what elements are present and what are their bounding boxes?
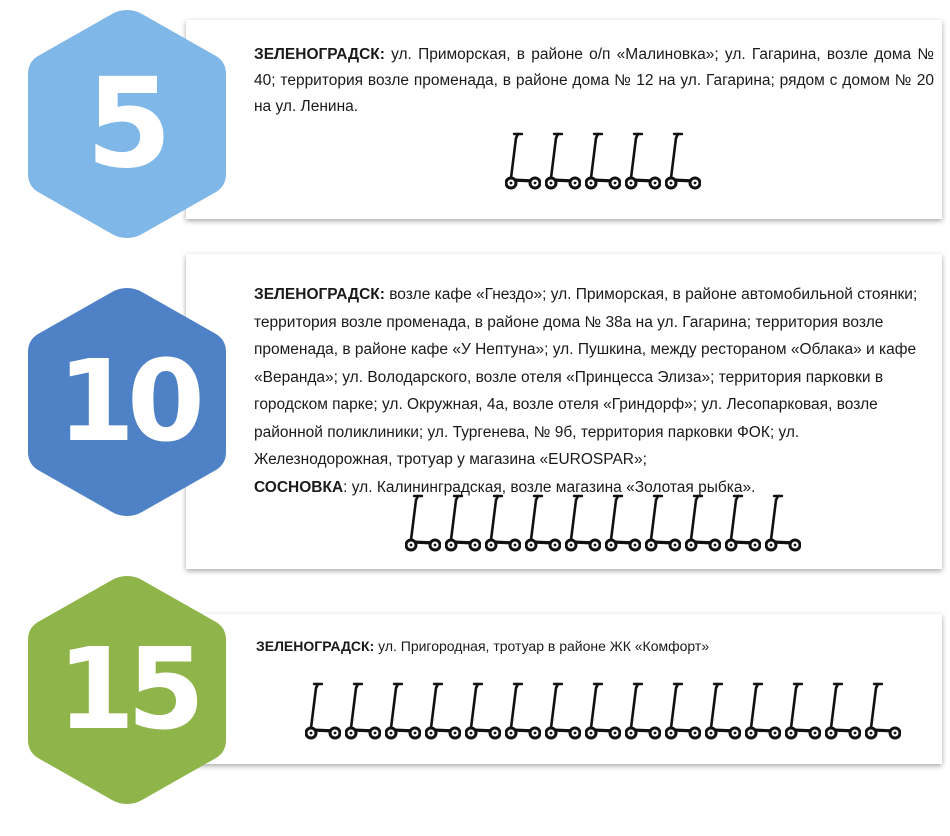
electric-scooter-icon	[745, 680, 781, 742]
address-list: ул. Пригородная, тротуар в районе ЖК «Комфорт»	[374, 638, 710, 654]
electric-scooter-icon	[685, 492, 721, 554]
badge-number: 10	[57, 337, 197, 467]
electric-scooter-icon	[505, 680, 541, 742]
electric-scooter-icon	[765, 492, 801, 554]
scooter-row	[505, 130, 705, 192]
electric-scooter-icon	[505, 130, 541, 192]
electric-scooter-icon	[525, 492, 561, 554]
electric-scooter-icon	[485, 492, 521, 554]
electric-scooter-icon	[345, 680, 381, 742]
number-badge-5	[24, 6, 230, 242]
scooter-row	[405, 492, 805, 554]
electric-scooter-icon	[565, 492, 601, 554]
electric-scooter-icon	[405, 492, 441, 554]
electric-scooter-icon	[705, 680, 741, 742]
electric-scooter-icon	[785, 680, 821, 742]
address-list: : ул. Калининградская, возле магазина «Золотая рыбка».	[343, 478, 756, 496]
electric-scooter-icon	[825, 680, 861, 742]
badge-number: 5	[85, 52, 169, 196]
electric-scooter-icon	[625, 130, 661, 192]
number-badge-10	[24, 284, 230, 520]
electric-scooter-icon	[545, 680, 581, 742]
electric-scooter-icon	[385, 680, 421, 742]
electric-scooter-icon	[665, 130, 701, 192]
electric-scooter-icon	[425, 680, 461, 742]
electric-scooter-icon	[865, 680, 901, 742]
address-list: ул. Приморская, в районе о/п «Малиновка»; ул. Гагарина, возле дома № 40; территория возле променада, в районе дома № 12 на ул. Гагарина; рядом с домом № 20 на ул. Ленина.	[254, 46, 934, 115]
addresses-text	[254, 281, 934, 501]
number-badge-15	[24, 572, 230, 808]
electric-scooter-icon	[585, 130, 621, 192]
scooter-row	[305, 680, 905, 742]
electric-scooter-icon	[665, 680, 701, 742]
electric-scooter-icon	[625, 680, 661, 742]
city-name: ЗЕЛЕНОГРАДСК:	[256, 638, 375, 654]
city-name: ЗЕЛЕНОГРАДСК:	[254, 286, 385, 303]
electric-scooter-icon	[465, 680, 501, 742]
electric-scooter-icon	[445, 492, 481, 554]
address-list: возле кафе «Гнездо»; ул. Приморская, в районе автомобильной стоянки; территория возле променада, в районе дома № 38а на ул. Гагарина; территория возле променада, в районе кафе «У Нептуна»; ул. Пушкина, между рестораном «Облака» и кафе «Веранда»; ул. Володарского, возле отеля «Принцесса Элиза»; территория парковки в городском парке; ул. Окружная, 4а, возле отеля «Гриндорф»; ул. Лесопарковая, возле районной поликлиники; ул. Тургенева, № 9б, территория парковки ФОК; ул. Железнодорожная, тротуар у магазина «EUROSPAR»;	[254, 286, 918, 468]
city-name: СОСНОВКА	[254, 478, 344, 496]
badge-number: 15	[57, 625, 197, 755]
electric-scooter-icon	[305, 680, 341, 742]
addresses-text	[254, 42, 934, 120]
addresses-text	[256, 636, 916, 656]
electric-scooter-icon	[645, 492, 681, 554]
city-name: ЗЕЛЕНОГРАДСК:	[254, 46, 385, 63]
electric-scooter-icon	[545, 130, 581, 192]
electric-scooter-icon	[725, 492, 761, 554]
electric-scooter-icon	[585, 680, 621, 742]
electric-scooter-icon	[605, 492, 641, 554]
